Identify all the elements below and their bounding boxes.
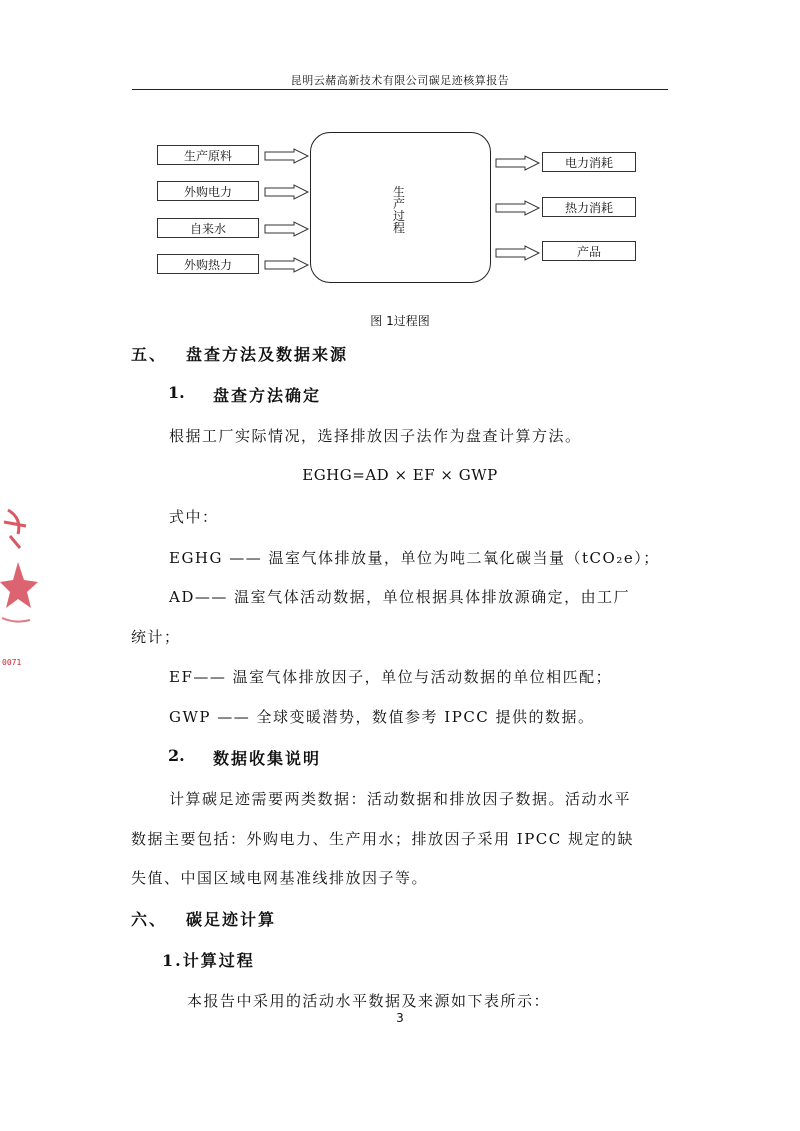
section-6-number: 六、: [131, 910, 168, 929]
output-arrow: [495, 155, 541, 171]
output-arrow: [495, 245, 541, 261]
definition-ad: AD—— 温室气体活动数据，单位根据具体排放源确定，由工厂: [169, 588, 631, 606]
paragraph: 式中：: [169, 508, 219, 526]
seal-stamp-number: 0071: [2, 658, 22, 667]
subsection-calc-title: 1.计算过程: [162, 951, 255, 970]
seal-stamp: [0, 500, 40, 680]
definition-eghg: EGHG —— 温室气体排放量，单位为吨二氧化碳当量（tCO₂e）；: [169, 549, 660, 567]
paragraph: 计算碳足迹需要两类数据：活动数据和排放因子数据。活动水平: [169, 790, 632, 808]
definition-ef: EF—— 温室气体排放因子，单位与活动数据的单位相匹配；: [169, 668, 613, 686]
page-number: 3: [396, 1011, 404, 1025]
input-arrow: [264, 184, 310, 200]
formula: EGHG=AD × EF × GWP: [302, 466, 498, 484]
header-rule: [132, 89, 668, 90]
input-arrow: [264, 221, 310, 237]
definition-ad-cont: 统计；: [131, 628, 181, 646]
subsection-1-title: 盘查方法确定: [213, 386, 322, 405]
page-header: 昆明云赭高新技术有限公司碳足迹核算报告: [290, 74, 510, 87]
paragraph: 失值、中国区域电网基准线排放因子等。: [131, 869, 429, 887]
paragraph: 本报告中采用的活动水平数据及来源如下表所示：: [187, 992, 551, 1010]
input-box-purchased-electricity: 外购电力: [157, 181, 259, 201]
input-arrow: [264, 148, 310, 164]
section-5-title: 盘查方法及数据来源: [186, 345, 349, 364]
section-5-number: 五、: [131, 345, 168, 364]
paragraph: 数据主要包括：外购电力、生产用水；排放因子采用 IPCC 规定的缺: [131, 830, 635, 848]
input-arrow: [264, 257, 310, 273]
subsection-2-title: 数据收集说明: [213, 749, 322, 768]
section-6-title: 碳足迹计算: [186, 910, 277, 929]
subsection-2-number: 2.: [168, 746, 185, 765]
input-box-purchased-heat: 外购热力: [157, 254, 259, 274]
output-box-product: 产品: [542, 241, 636, 261]
output-arrow: [495, 200, 541, 216]
production-process-label: 生 产 过 程: [392, 185, 405, 235]
input-box-raw-materials: 生产原料: [157, 145, 259, 165]
paragraph: 根据工厂实际情况，选择排放因子法作为盘查计算方法。: [169, 427, 582, 445]
output-box-electricity: 电力消耗: [542, 152, 636, 172]
figure-caption: 图 1过程图: [370, 314, 430, 328]
output-box-heat: 热力消耗: [542, 197, 636, 217]
input-box-tap-water: 自来水: [157, 218, 259, 238]
definition-gwp: GWP —— 全球变暖潜势，数值参考 IPCC 提供的数据。: [169, 708, 595, 726]
subsection-1-number: 1.: [168, 383, 185, 402]
